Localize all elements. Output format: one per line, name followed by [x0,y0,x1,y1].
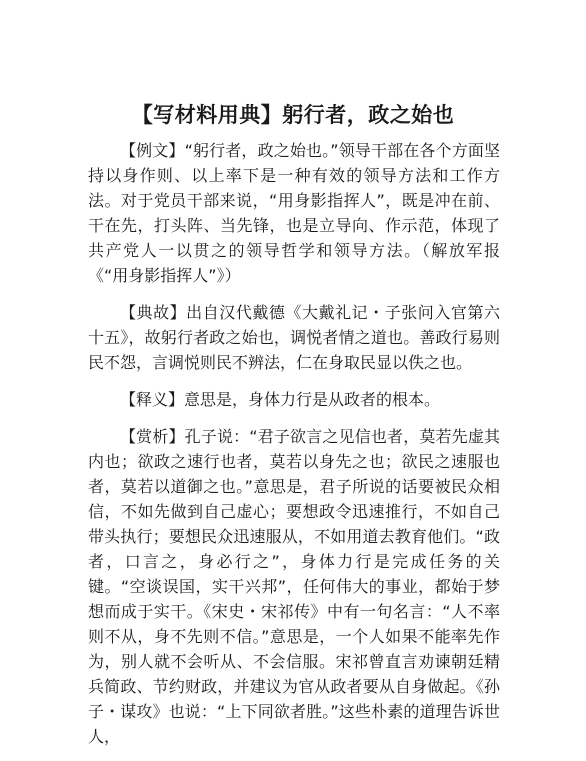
document-body [88,138,500,761]
document-title: 【写材料用典】躬行者，政之始也 [131,103,455,127]
paragraph-meaning: 【释义】意思是，身体力行是从政者的根本。 [120,390,441,409]
paragraph-appreciation: 【赏析】孔子说：“君子欲言之见信也者，莫若先虚其内也；欲政之速行也者，莫若以身先之也；欲民之速服也者，莫若以道御之也。”意思是，君子所说的话要被民众相信，不如先做到自己虚心；要想政令迅速推行，不如自己带头执行；要想民众迅速服从，不如用道去教育他们。“政者，口言之，身必行之”，身体力行是完成任务的关键。“空谈误国，实干兴邦”，任何伟大的事业，都始于梦想而成于实干。《宋史・宋祁传》中有一句名言：“人不率则不从，身不先则不信。”意思是，一个人如果不能率先作为，别人就不会听从、不会信服。宋祁曾直言劝谏朝廷精兵简政、节约财政，并建议为官从政者要从自身做起。《孙子・谋攻》也说：“上下同欲者胜。”这些朴素的道理告诉世人， [88,427,500,746]
paragraph-example: 【例文】“躬行者，政之始也。”领导干部在各个方面坚持以身作则、以上率下是一种有效的领导方法和工作方法。对于党员干部来说，“用身影指挥人”，既是冲在前、干在先，打头阵、当先锋，也是立导向、作示范，体现了共产党人一以贯之的领导哲学和领导方法。（解放军报《“用身影指挥人”》） [88,141,500,285]
paragraph-allusion: 【典故】出自汉代戴德《大戴礼记・子张问入官第六十五》，故躬行者政之始也，调悦者情之道也。善政行易则民不怨，言调悦则民不辨法，仁在身取民显以佚之也。 [88,303,500,372]
